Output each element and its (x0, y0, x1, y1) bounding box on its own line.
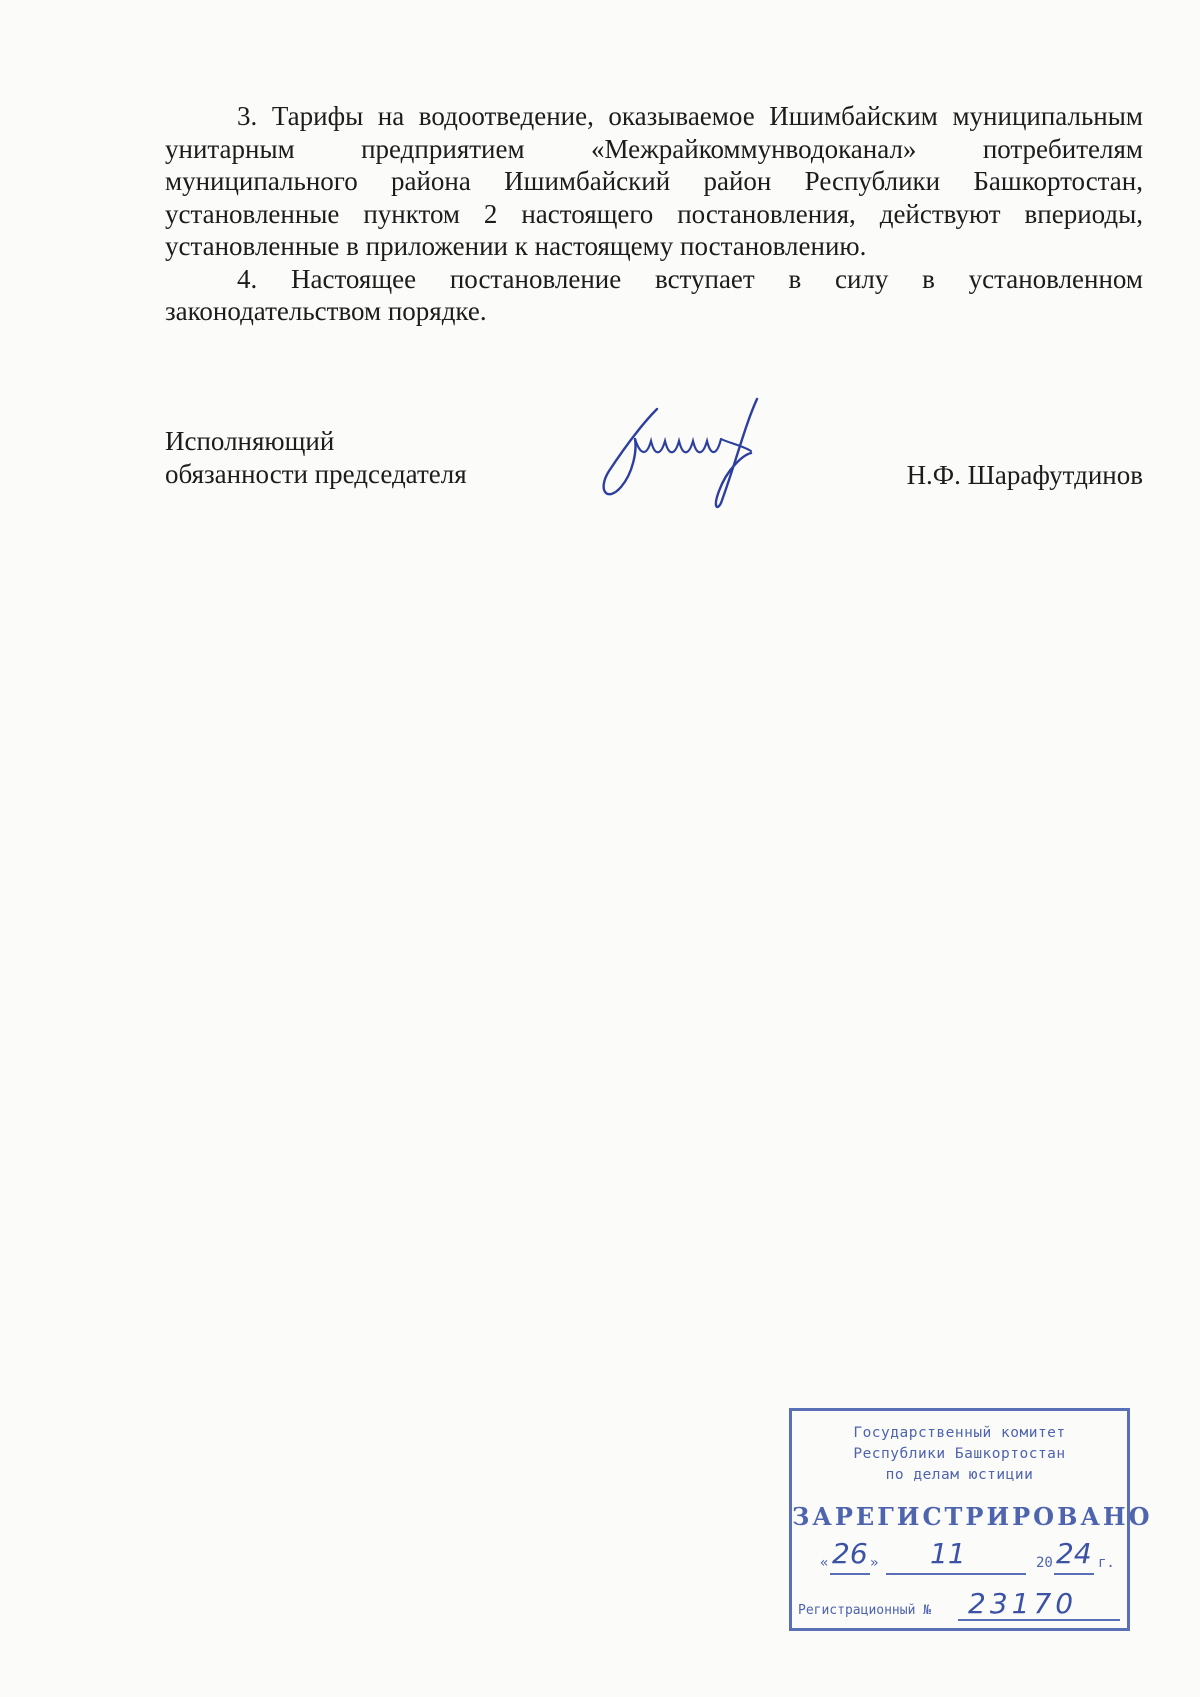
stamp-year-prefix: 20 (1036, 1555, 1053, 1571)
document-body (165, 100, 1143, 328)
stamp-year-unit: г. (1098, 1555, 1115, 1571)
signatory-position-line2: обязанности председателя (165, 459, 467, 489)
signatory-name: Н.Ф. Шарафутдинов (906, 460, 1143, 490)
stamp-registration (798, 1587, 1128, 1625)
paragraph-4: 4. Настоящее постановление вступает в силу в установленном законодательством порядке. (165, 263, 1143, 326)
stamp-month: 11 (930, 1537, 966, 1570)
stamp-quote-close: » (870, 1555, 879, 1571)
stamp-organization (792, 1423, 1127, 1486)
stamp-org-line2: Республики Башкортостан (853, 1446, 1066, 1462)
signatory-position-line1: Исполняющий (165, 426, 335, 456)
signatory-position (165, 425, 467, 491)
stamp-day-line (830, 1573, 870, 1575)
paragraph-3: 3. Тарифы на водоотведение, оказываемое Ишимбайским муниципальным унитарным предприятием «Межрайкоммунводоканал» потребителям муниципального района Ишимбайский район Республики Башкортостан, установленные пунктом 2 настоящего постановления, действуют впериоды, установленные в приложении к настоящему постановлению. (165, 101, 1143, 261)
stamp-reg-line (958, 1619, 1120, 1621)
stamp-year-line (1054, 1573, 1094, 1575)
stamp-year-suffix: 24 (1056, 1537, 1092, 1570)
stamp-quote-open: « (820, 1555, 829, 1571)
stamp-date (820, 1537, 1120, 1577)
stamp-org-line1: Государственный комитет (853, 1425, 1066, 1441)
handwritten-signature (595, 395, 765, 515)
registration-stamp (789, 1408, 1153, 1631)
stamp-day: 26 (832, 1537, 868, 1570)
stamp-reg-number: 23170 (968, 1587, 1078, 1620)
stamp-reg-label: Регистрационный № (798, 1603, 932, 1618)
stamp-org-line3: по делам юстиции (885, 1467, 1034, 1483)
stamp-month-line (886, 1573, 1026, 1575)
stamp-status: ЗАРЕГИСТРИРОВАНО (792, 1502, 1153, 1531)
